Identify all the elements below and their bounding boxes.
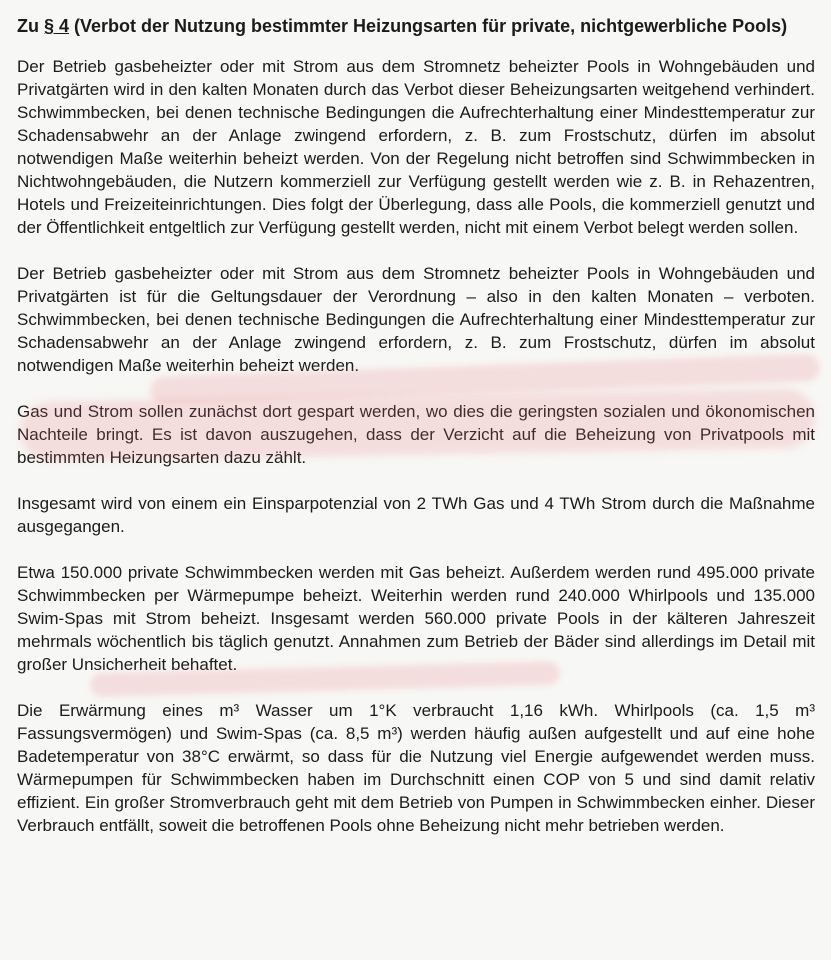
heading-title: (Verbot der Nutzung bestimmter Heizungsarten für private, nichtgewerbliche Pools) (69, 16, 788, 36)
heading-prefix: Zu (17, 16, 44, 36)
paragraph: Gas und Strom sollen zunächst dort gespart werden, wo dies die geringsten sozialen und ökonomischen Nachteile bringt. Es ist davon auszugehen, dass der Verzicht auf die Beheizung von Privatpools mit bestimmten Heizungsarten dazu zählt. (17, 402, 815, 467)
paragraph: Die Erwärmung eines m³ Wasser um 1°K verbraucht 1,16 kWh. Whirlpools (ca. 1,5 m³ Fassungsvermögen) und Swim-Spas (ca. 8,5 m³) werden häufig außen aufgestellt und auf eine hohe Badetemperatur von 38°C erwärmt, so dass für die Nutzung viel Energie aufgewendet werden muss. Wärmepumpen für Schwimmbecken haben im Durchschnitt einen COP von 5 und sind damit relativ effizient. Ein großer Stromverbrauch geht mit dem Betrieb von Pumpen in Schwimmbecken einher. Dieser Verbrauch entfällt, soweit die betroffenen Pools ohne Beheizung nicht mehr betrieben werden. (17, 701, 815, 835)
section-heading (17, 15, 815, 38)
paragraph: Insgesamt wird von einem ein Einsparpotenzial von 2 TWh Gas und 4 TWh Strom durch die Maßnahme ausgegangen. (17, 494, 815, 536)
paragraph: Etwa 150.000 private Schwimmbecken werden mit Gas beheizt. Außerdem werden rund 495.000 private Schwimmbecken per Wärmepumpe beheizt. Weiterhin werden rund 240.000 Whirlpools und 135.000 Swim-Spas mit Strom beheizt. Insgesamt werden 560.000 private Pools in der kälteren Jahreszeit mehrmals wöchentlich bis täglich genutzt. Annahmen zum Betrieb der Bäder sind allerdings im Detail mit großer Unsicherheit behaftet. (17, 563, 815, 674)
paragraph: Der Betrieb gasbeheizter oder mit Strom aus dem Stromnetz beheizter Pools in Wohngebäuden und Privatgärten ist für die Geltungsdauer der Verordnung – also in den kalten Monaten – verboten. Schwimmbecken, bei denen technische Bedingungen die Aufrechterhaltung einer Mindesttemperatur zur Schadensabwehr an der Anlage zwingend erfordern, z. B. zum Frostschutz, dürfen im absolut notwendigen Maße weiterhin beheizt werden. (17, 264, 815, 375)
section-reference: § 4 (44, 16, 70, 36)
paragraph: Der Betrieb gasbeheizter oder mit Strom aus dem Stromnetz beheizter Pools in Wohngebäuden und Privatgärten wird in den kalten Monaten durch das Verbot dieser Beheizungsarten weitgehend verhindert. Schwimmbecken, bei denen technische Bedingungen die Aufrechterhaltung einer Mindesttemperatur zur Schadensabwehr an der Anlage zwingend erfordern, z. B. zum Frostschutz, dürfen im absolut notwendigen Maße weiterhin beheizt werden. Von der Regelung nicht betroffen sind Schwimmbecken in Nichtwohngebäuden, die Nutzern kommerziell zur Verfügung gestellt werden wie z. B. in Rehazentren, Hotels und Freizeiteinrichtungen. Dies folgt der Überlegung, dass alle Pools, die kommerziell genutzt und der Öffentlichkeit entgeltlich zur Verfügung gestellt werden, nicht mit einem Verbot belegt werden sollen. (17, 57, 815, 237)
